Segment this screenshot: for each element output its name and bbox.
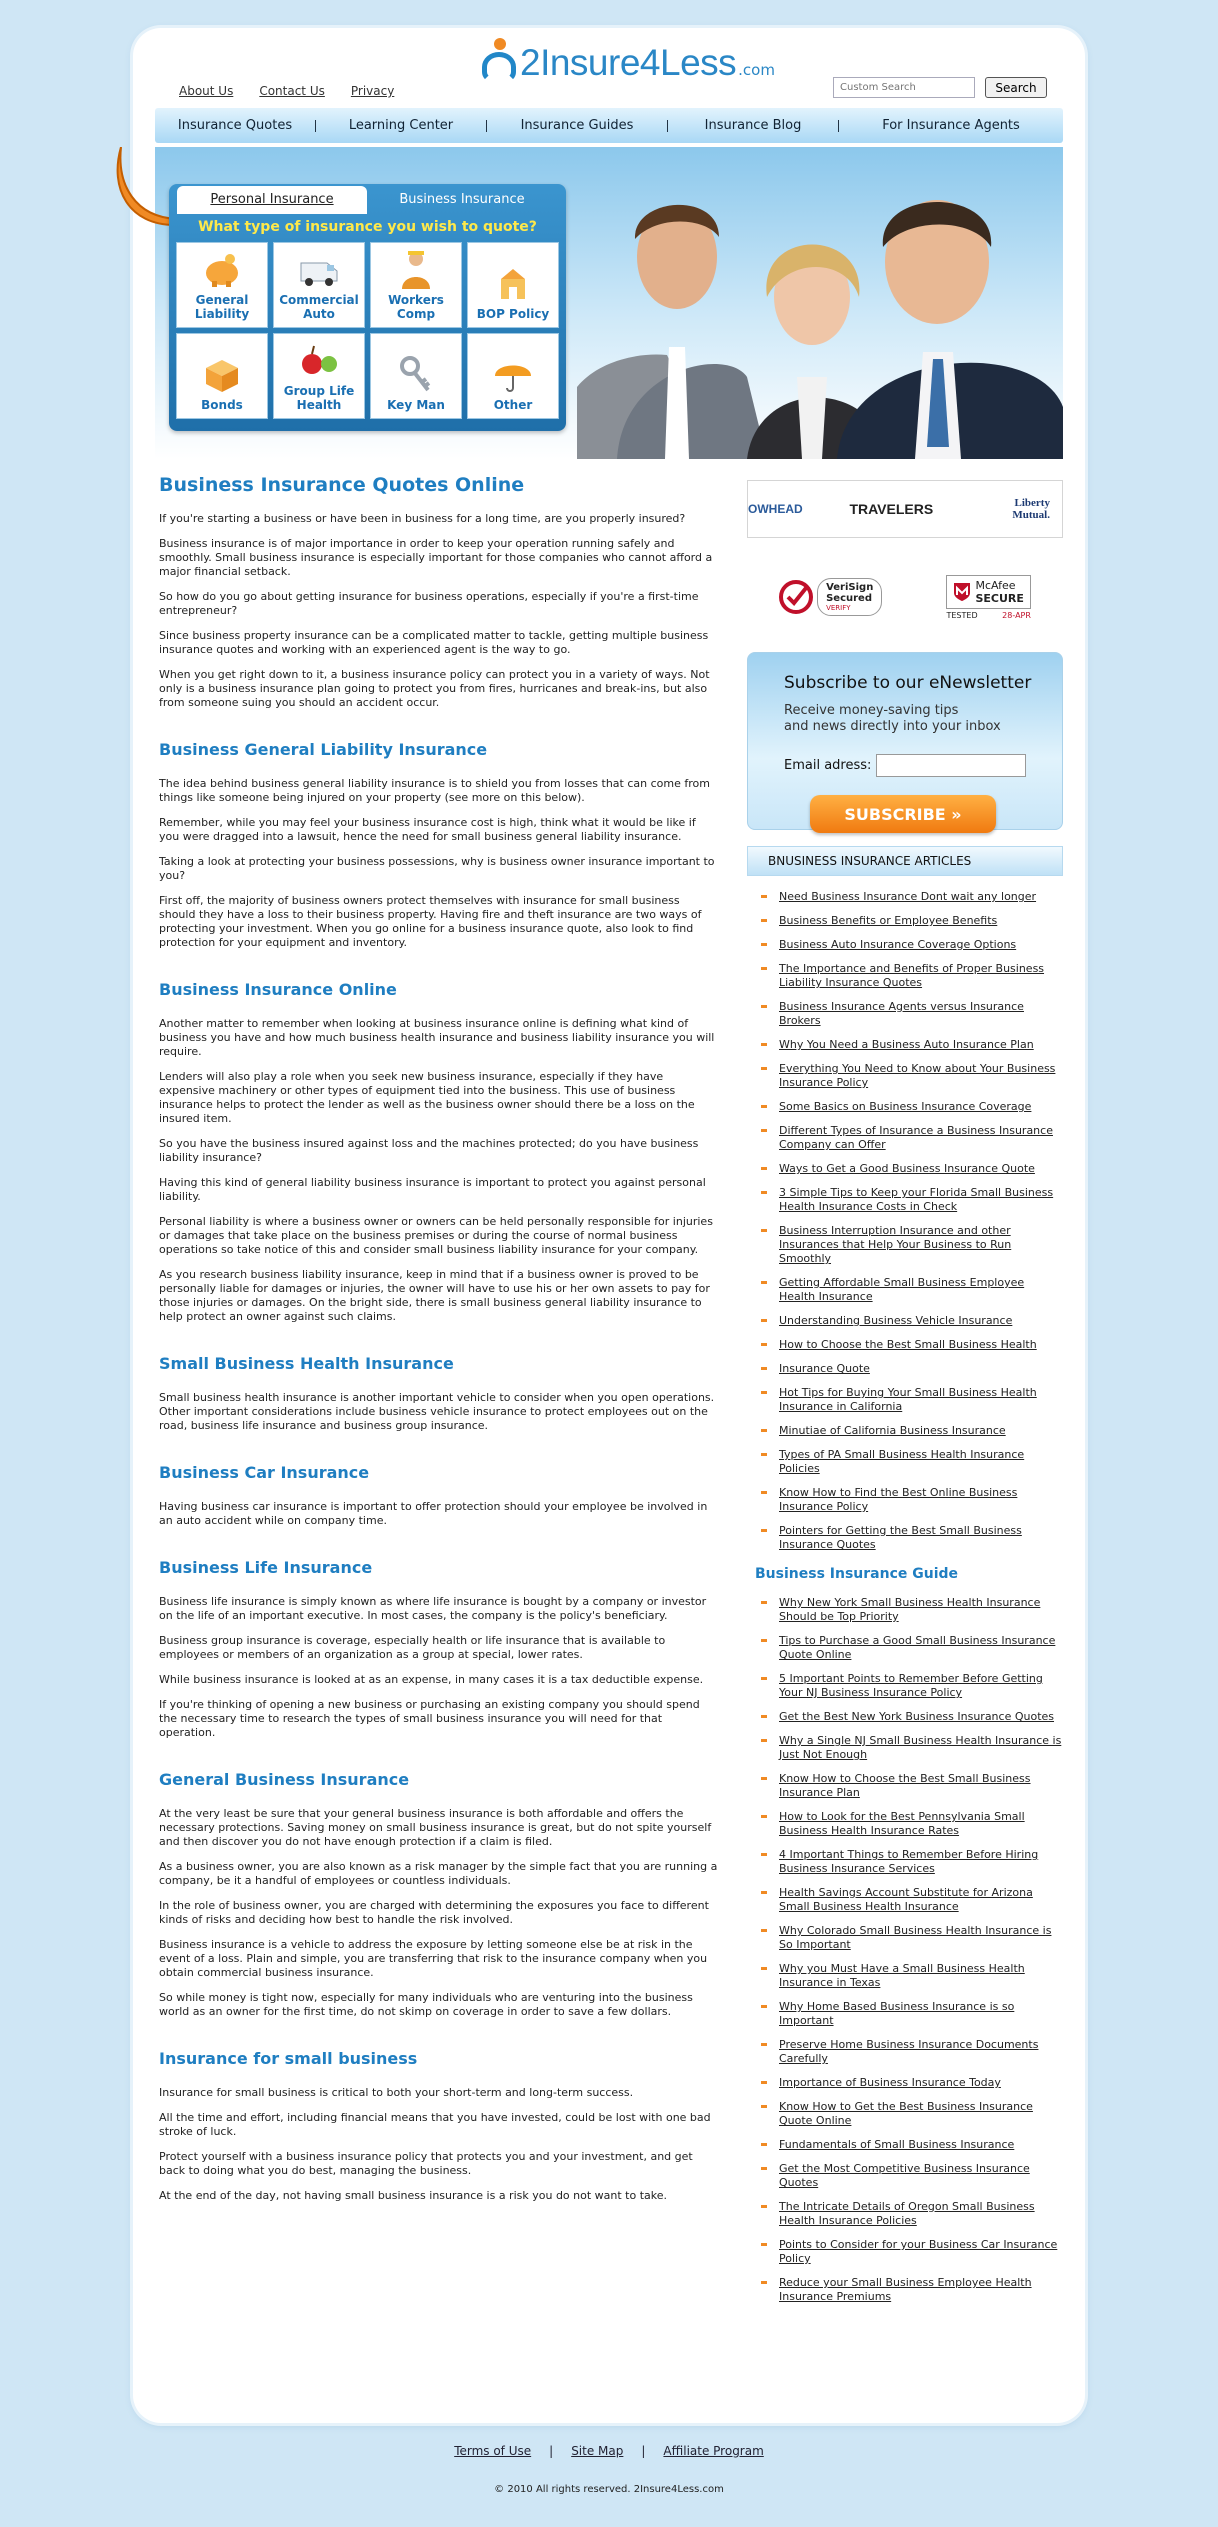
list-item — [757, 1124, 1063, 1152]
top-bar — [133, 28, 1085, 108]
section-paragraph: Lenders will also play a role when you seek new business insurance, especially if they have expensive machinery or other types of equipment tied into the business. This use of business insurance helps to protect the lender as well as the business owner should there be a loss on the insured item. — [159, 1070, 695, 1125]
guide-link[interactable]: Why you Must Have a Small Business Health Insurance in Texas — [779, 1962, 1025, 1989]
quote-box — [169, 184, 566, 431]
subscribe-button[interactable]: SUBSCRIBE » — [810, 795, 996, 833]
option-label: Commercial Auto — [279, 293, 359, 321]
list-item — [757, 1710, 1063, 1724]
section-paragraph: First off, the majority of business owners protect themselves with insurance for small business should they have a loss to their business property. Having fire and theft insurance are two ways of protecting your investment. When you go online for a business insurance quote, also look to find protection for your equipment and inventory. — [159, 894, 702, 949]
email-field[interactable] — [876, 754, 1026, 777]
guide-link[interactable]: 5 Important Points to Remember Before Getting Your NJ Business Insurance Policy — [779, 1672, 1043, 1699]
liberty-mutual-logo: Liberty Mutual. — [1012, 497, 1050, 521]
section-paragraph: At the end of the day, not having small business insurance is a risk you do not want to take. — [159, 2189, 668, 2202]
footer-separator: | — [549, 2444, 554, 2458]
business-people-photo — [577, 147, 1063, 459]
guide-link[interactable]: Know How to Get the Best Business Insurance Quote Online — [779, 2100, 1033, 2127]
section-paragraph: Business insurance is a vehicle to address the exposure by letting someone else be at risk in the event of a loss. Plain and simple, you are transferring that risk to the insurance company when you obtain commercial business insurance. — [159, 1938, 708, 1979]
option-general-liability[interactable] — [176, 242, 268, 328]
article-link[interactable]: Different Types of Insurance a Business Insurance Company can Offer — [779, 1124, 1053, 1151]
tab-personal-insurance[interactable]: Personal Insurance — [177, 186, 367, 214]
list-item — [757, 1848, 1063, 1876]
list-item — [757, 1314, 1063, 1328]
affiliate-program-link[interactable]: Affiliate Program — [663, 2444, 764, 2458]
article-link[interactable]: How to Choose the Best Small Business Health — [779, 1338, 1037, 1351]
articles-heading: BNUSINESS INSURANCE ARTICLES — [747, 846, 1063, 876]
list-item — [757, 2100, 1063, 2128]
guide-link[interactable]: The Intricate Details of Oregon Small Business Health Insurance Policies — [779, 2200, 1035, 2227]
guide-link[interactable]: Why a Single NJ Small Business Health Insurance is Just Not Enough — [779, 1734, 1062, 1761]
logo-text: 2Insure4Less — [520, 42, 737, 83]
option-workers-comp[interactable] — [370, 242, 462, 328]
list-item — [757, 962, 1063, 990]
option-label: Bonds — [201, 398, 243, 412]
about-us-link[interactable]: About Us — [179, 84, 234, 98]
list-item — [757, 1276, 1063, 1304]
hero-banner — [155, 147, 1063, 459]
article-link[interactable]: Hot Tips for Buying Your Small Business Health Insurance in California — [779, 1386, 1037, 1413]
list-item — [757, 1186, 1063, 1214]
terms-of-use-link[interactable]: Terms of Use — [454, 2444, 532, 2458]
article-link[interactable]: Need Business Insurance Dont wait any longer — [779, 890, 1037, 903]
mcafee-seal[interactable]: McAfee SECURE TESTED 28-APR — [946, 575, 1030, 620]
verisign-seal[interactable]: VeriSign Secured VERIFY — [779, 578, 882, 616]
guide-link[interactable]: Fundamentals of Small Business Insurance — [779, 2138, 1015, 2151]
guide-list — [747, 1596, 1063, 2304]
section-paragraph: While business insurance is looked at as an expense, in many cases it is a tax deductible expense. — [159, 1673, 704, 1686]
article-link[interactable]: Some Basics on Business Insurance Coverage — [779, 1100, 1032, 1113]
piggy-bank-icon — [200, 249, 244, 289]
guide-link[interactable]: Points to Consider for your Business Car Insurance Policy — [779, 2238, 1058, 2265]
list-item — [757, 1338, 1063, 1352]
section-paragraph: Insurance for small business is critical to both your short-term and long-term success. — [159, 2086, 634, 2099]
nav-insurance-guides[interactable]: Insurance Guides — [520, 118, 634, 133]
list-item — [757, 890, 1063, 904]
list-item — [757, 1448, 1063, 1476]
search-button[interactable]: Search — [985, 77, 1047, 98]
list-item — [757, 1634, 1063, 1662]
section-paragraph: Taking a look at protecting your business possessions, why is business owner insurance important to you? — [159, 855, 715, 882]
list-item — [757, 1596, 1063, 1624]
list-item — [757, 1886, 1063, 1914]
article-link[interactable]: 3 Simple Tips to Keep your Florida Small Business Health Insurance Costs in Check — [779, 1186, 1054, 1213]
list-item — [757, 1962, 1063, 1990]
logo-person-icon — [478, 38, 518, 84]
article-link[interactable]: Ways to Get a Good Business Insurance Quote — [779, 1162, 1035, 1175]
list-item — [757, 2276, 1063, 2304]
nav-for-insurance-agents[interactable]: For Insurance Agents — [882, 118, 1020, 133]
list-item — [757, 1672, 1063, 1700]
intro-paragraph: Business insurance is of major importance in order to keep your operation running safely and smoothly. Small business insurance is especially important for those companies who cannot afford a major financial setback. — [159, 537, 713, 578]
guide-link[interactable]: Why Home Based Business Insurance is so Important — [779, 2000, 1015, 2027]
checkmark-icon — [779, 580, 813, 614]
key-icon — [394, 354, 438, 394]
section-paragraph: Business group insurance is coverage, especially health or life insurance that is available to employees or members of an organization as a group at special, lower rates. — [159, 1634, 666, 1661]
option-label: Other — [493, 398, 533, 412]
section-heading: Small Business Health Insurance — [159, 1354, 454, 1373]
list-item — [757, 1162, 1063, 1176]
intro-paragraph: Since business property insurance can be a complicated matter to tackle, getting multiple business insurance quotes and working with an experienced agent is the way to go. — [159, 629, 709, 656]
insurance-type-tabs — [177, 186, 557, 214]
guide-link[interactable]: Tips to Purchase a Good Small Business Insurance Quote Online — [779, 1634, 1056, 1661]
option-label: Workers Comp — [388, 293, 444, 321]
umbrella-icon — [491, 354, 535, 394]
section-paragraph: Having business car insurance is important to offer protection should your employee be involved in an auto accident while on company time. — [159, 1500, 708, 1527]
nav-insurance-blog[interactable]: Insurance Blog — [704, 118, 802, 133]
list-item — [757, 1224, 1063, 1266]
list-item — [757, 1062, 1063, 1090]
article-link[interactable]: Minutiae of California Business Insurance — [779, 1424, 1006, 1437]
section-heading: Business Life Insurance — [159, 1558, 373, 1577]
guide-heading: Business Insurance Guide — [755, 1566, 959, 1582]
option-bop-policy[interactable] — [467, 242, 559, 328]
section-paragraph: All the time and effort, including financial means that you have invested, could be lost with one bad stroke of luck. — [159, 2111, 711, 2138]
article-link[interactable]: Types of PA Small Business Health Insurance Policies — [779, 1448, 1025, 1475]
section-paragraph: So while money is tight now, especially for many individuals who are venturing into the business world as an owner for the first time, do not skimp on coverage in order to save a few dollars. — [159, 1991, 693, 2018]
list-item — [757, 1362, 1063, 1376]
privacy-link[interactable]: Privacy — [350, 84, 395, 98]
section-heading: Business Car Insurance — [159, 1463, 370, 1482]
top-links — [179, 84, 394, 98]
search-form — [833, 77, 1047, 98]
option-commercial-auto[interactable] — [273, 242, 365, 328]
security-seals — [747, 562, 1063, 632]
list-item — [757, 1524, 1063, 1552]
guide-link[interactable]: Why New York Small Business Health Insurance Should be Top Priority — [779, 1596, 1041, 1623]
intro-paragraph: When you get right down to it, a business insurance policy can protect you in a variety of ways. Not only is a business insurance plan going to protect you from fires, hurricanes and break-ins, but also from someone suing you should an accident occur. — [159, 668, 710, 709]
section-paragraph: As you research business liability insurance, keep in mind that if a business owner is proved to be personally liable for damages or injuries, the owner will have to use his or her own assets to pay for those injuries or damages. On the bright side, there is small business general liability insurance to help protect an owner against such claims. — [159, 1268, 710, 1323]
guide-link[interactable]: Importance of Business Insurance Today — [779, 2076, 1001, 2089]
article-link[interactable]: Everything You Need to Know about Your Business Insurance Policy — [779, 1062, 1056, 1089]
option-label: Group Life Health — [283, 384, 355, 412]
insurance-options-grid — [176, 242, 559, 419]
newsletter-box — [747, 652, 1063, 830]
article-link[interactable]: Business Interruption Insurance and other Insurances that Help Your Business to Run Smoothly — [779, 1224, 1012, 1265]
mcafee-shield-icon — [953, 582, 971, 602]
apple-icon — [297, 340, 341, 380]
section-paragraph: Personal liability is where a business owner or owners can be held personally responsible for injuries or damages that take place on the business premises or during the course of normal business operations so take notice of this and consider small business liability insurance for your company. — [159, 1215, 713, 1256]
list-item — [757, 2076, 1063, 2090]
article-link[interactable]: Pointers for Getting the Best Small Business Insurance Quotes — [779, 1524, 1022, 1551]
copyright: © 2010 All rights reserved. 2Insure4Less.com — [494, 2484, 724, 2495]
guide-link[interactable]: Why Colorado Small Business Health Insurance is So Important — [779, 1924, 1052, 1951]
email-label: Email adress: — [784, 758, 872, 773]
section-paragraph: At the very least be sure that your general business insurance is both affordable and offers the necessary protections. Saving money on small business insurance is great, but do not spite yourself and then discover you do not have enough protection if a claim is filed. — [159, 1807, 712, 1848]
article-link[interactable]: Getting Affordable Small Business Employee Health Insurance — [779, 1276, 1025, 1303]
article-link[interactable]: Business Auto Insurance Coverage Options — [779, 938, 1017, 951]
section-paragraph: In the role of business owner, you are charged with determining the exposures you face to different kinds of risks and deciding how best to handle the risk involved. — [159, 1899, 709, 1926]
nav-learning-center[interactable]: Learning Center — [348, 118, 454, 133]
main-content — [159, 474, 719, 2214]
guide-link[interactable]: 4 Important Things to Remember Before Hiring Business Insurance Services — [779, 1848, 1039, 1875]
guide-link[interactable]: Preserve Home Business Insurance Documents Carefully — [779, 2038, 1039, 2065]
list-item — [757, 1734, 1063, 1762]
list-item — [757, 2038, 1063, 2066]
section-paragraph: Small business health insurance is another important vehicle to consider when you open operations. Other important considerations include business vehicle insurance to protect employees out on the road, business life insurance and business group insurance. — [159, 1391, 715, 1432]
option-key-man[interactable] — [370, 333, 462, 419]
section-paragraph: The idea behind business general liability insurance is to shield you from losses that can come from things like someone being injured on your property (see more on this below). — [159, 777, 710, 804]
section-paragraph: Having this kind of general liability business insurance is important to protect you against personal liability. — [159, 1176, 706, 1203]
list-item — [757, 938, 1063, 952]
page-container — [133, 28, 1085, 2423]
list-item — [757, 2200, 1063, 2228]
list-item — [757, 2000, 1063, 2028]
footer-separator: | — [641, 2444, 646, 2458]
list-item — [757, 2238, 1063, 2266]
newsletter-title: Subscribe to our eNewsletter — [784, 673, 1032, 693]
partner-logos — [747, 480, 1063, 538]
article-link[interactable]: The Importance and Benefits of Proper Business Liability Insurance Quotes — [779, 962, 1045, 989]
van-icon — [297, 249, 341, 289]
guide-link[interactable]: Know How to Choose the Best Small Business Insurance Plan — [779, 1772, 1031, 1799]
site-logo[interactable] — [478, 38, 775, 84]
option-label: General Liability — [194, 293, 250, 321]
list-item — [757, 1386, 1063, 1414]
main-nav — [155, 108, 1063, 143]
worker-icon — [394, 249, 438, 289]
bop-icon — [491, 263, 535, 303]
nav-insurance-quotes[interactable]: Insurance Quotes — [177, 118, 293, 133]
option-bonds[interactable] — [176, 333, 268, 419]
page-title: Business Insurance Quotes Online — [159, 474, 525, 496]
article-link[interactable]: Business Insurance Agents versus Insurance Brokers — [779, 1000, 1024, 1027]
option-group-life-health[interactable] — [273, 333, 365, 419]
list-item — [757, 1000, 1063, 1028]
quote-question: What type of insurance you wish to quote? — [198, 219, 537, 235]
list-item — [757, 1486, 1063, 1514]
list-item — [757, 914, 1063, 928]
section-heading: General Business Insurance — [159, 1770, 410, 1789]
site-map-link[interactable]: Site Map — [571, 2444, 624, 2458]
list-item — [757, 2138, 1063, 2152]
list-item — [757, 1924, 1063, 1952]
list-item — [757, 1424, 1063, 1438]
guide-link[interactable]: Reduce your Small Business Employee Health Insurance Premiums — [779, 2276, 1032, 2303]
guide-link[interactable]: Get the Best New York Business Insurance Quotes — [779, 1710, 1055, 1723]
list-item — [757, 1810, 1063, 1838]
guide-link[interactable]: How to Look for the Best Pennsylvania Small Business Health Insurance Rates — [779, 1810, 1025, 1837]
articles-list — [747, 890, 1063, 1552]
article-link[interactable]: Understanding Business Vehicle Insurance — [779, 1314, 1013, 1327]
section-paragraph: Protect yourself with a business insurance policy that protects you and your investment, and get back to doing what you do best, managing the business. — [159, 2150, 693, 2177]
list-item — [757, 1100, 1063, 1114]
section-paragraph: As a business owner, you are also known as a risk manager by the simple fact that you are running a company, be it a handful of employees or countless individuals. — [159, 1860, 718, 1887]
article-link[interactable]: Insurance Quote — [779, 1362, 870, 1375]
section-paragraph: If you're thinking of opening a new business or purchasing an existing company you should spend the necessary time to research the types of small business insurance you will need for that operation. — [159, 1698, 700, 1739]
sidebar — [747, 480, 1063, 2314]
logo-suffix: .com — [738, 61, 775, 79]
list-item — [757, 1038, 1063, 1052]
section-heading: Insurance for small business — [159, 2049, 418, 2068]
intro-paragraph: If you're starting a business or have been in business for a long time, are you properly insured? — [159, 512, 686, 525]
section-heading: Business Insurance Online — [159, 980, 397, 999]
list-item — [757, 2162, 1063, 2190]
section-paragraph: Business life insurance is simply known as where life insurance is bought by a company or investor on the life of an important executive. In most cases, the company is the policy's beneficiary. — [159, 1595, 707, 1622]
article-link[interactable]: Know How to Find the Best Online Business Insurance Policy — [779, 1486, 1018, 1513]
section-paragraph: Another matter to remember when looking at business insurance online is defining what kind of business you have and how much business health insurance and business liability insurance you will require. — [159, 1017, 715, 1058]
article-link[interactable]: Business Benefits or Employee Benefits — [779, 914, 998, 927]
option-label: Key Man — [387, 398, 445, 412]
tab-business-insurance[interactable]: Business Insurance — [399, 192, 525, 207]
section-heading: Business General Liability Insurance — [159, 740, 488, 759]
option-label: BOP Policy — [476, 307, 550, 321]
bonds-box-icon — [200, 354, 244, 394]
list-item — [757, 1772, 1063, 1800]
guide-link[interactable]: Health Savings Account Substitute for Arizona Small Business Health Insurance — [779, 1886, 1033, 1913]
section-paragraph: So you have the business insured against loss and the machines protected; do you have business liability insurance? — [159, 1137, 699, 1164]
footer-links — [0, 2444, 1218, 2458]
guide-link[interactable]: Get the Most Competitive Business Insurance Quotes — [779, 2162, 1030, 2189]
search-input[interactable] — [833, 77, 975, 98]
travelers-logo: TRAVELERS — [849, 501, 934, 517]
article-link[interactable]: Why You Need a Business Auto Insurance Plan — [779, 1038, 1034, 1051]
newsletter-subtitle: Receive money-saving tips and news directly into your inbox — [784, 703, 1001, 734]
option-other[interactable] — [467, 333, 559, 419]
intro-paragraph: So how do you go about getting insurance for business operations, especially if you're a first-time entrepreneur? — [159, 590, 699, 617]
partner-logo: OWHEAD — [748, 502, 803, 516]
contact-us-link[interactable]: Contact Us — [259, 84, 325, 98]
section-paragraph: Remember, while you may feel your business insurance cost is high, think what it would be like if you were dragged into a lawsuit, hence the need for small business general liability insurance. — [159, 816, 696, 843]
